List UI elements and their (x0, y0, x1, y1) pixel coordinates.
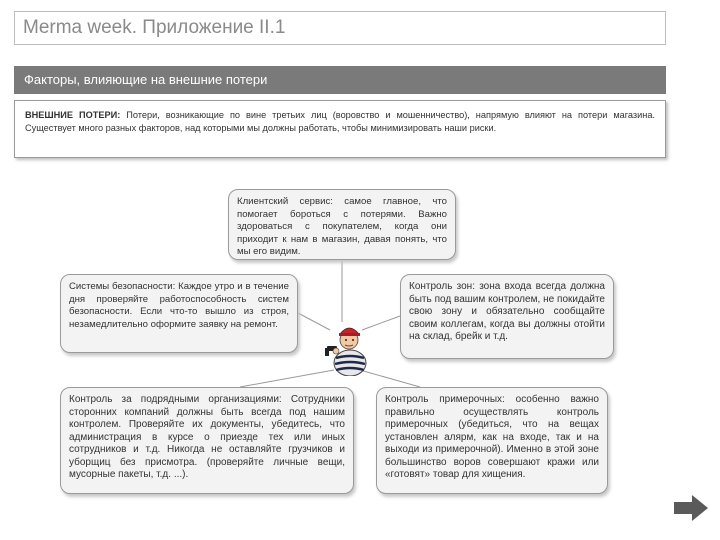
card-zone-control-label: Контроль зон: (409, 281, 475, 292)
page-title: Merma week. Приложение II.1 (23, 17, 286, 38)
card-fitting-control-label: Контроль примерочных: (385, 394, 505, 405)
card-client-service-text: самое главное, что помогает бороться с потерями. Важно здороваться с покупателем, когда они приходит к нам в магазин, давая понять, что мы его видим. (237, 196, 447, 257)
card-zone-control (400, 274, 614, 359)
section-title: Факторы, влияющие на внешние потери (24, 72, 268, 87)
arrow-right-icon (674, 495, 708, 521)
card-fitting-control-text: особенно важно правильно осуществлять контроль примерочных (убедиться, что на вещах установлен алярм, как на входе, так и на выходи из примерочной). Именно в этой зоне большинство воров совершают кражи или «готовят» товар для хищения. (385, 394, 599, 480)
card-contractor-control-text: Сотрудники сторонних компаний должны быть всегда под нашим контролем. Проверяйте их документы, убедитесь, что администрация в курсе о приезде тех или иных сотрудников и т.д. Никогда не оставляйте грузчиков и уборщиц без присмотра. (проверяйте личные вещи, мусорные пакеты, т.д. ...). (69, 394, 345, 480)
card-zone-control-text: зона входа всегда должна быть под вашим контролем, не покидайте свою зону и обязательно сообщайте своим коллегам, когда вы должны отойти на склад, брейк и т.д. (409, 281, 605, 342)
next-slide-button[interactable] (672, 493, 710, 523)
card-security-systems-label: Системы безопасности: (69, 281, 176, 292)
security-guard-icon (322, 318, 372, 376)
card-security-systems-text: Каждое утро и в течение дня проверяйте работоспособность систем безопасности. Если что-то вышло из строя, незамедлительно оформите заявку на ремонт. (69, 281, 289, 330)
intro-label: ВНЕШНИЕ ПОТЕРИ: (25, 110, 121, 120)
card-security-systems (60, 274, 298, 353)
card-contractor-control-label: Контроль за подрядными организациями: (69, 394, 282, 405)
intro-text: Потери, возникающие по вине третьих лиц (воровство и мошенничество), напрямую влияют на потери магазина. Существует много разных факторов, над которыми мы должны работать, чтобы минимизировать наши риски. (25, 110, 655, 133)
card-fitting-control (376, 387, 608, 494)
card-client-service-label: Клиентский сервис: (237, 196, 333, 207)
card-contractor-control (60, 387, 354, 494)
card-client-service (228, 189, 456, 260)
